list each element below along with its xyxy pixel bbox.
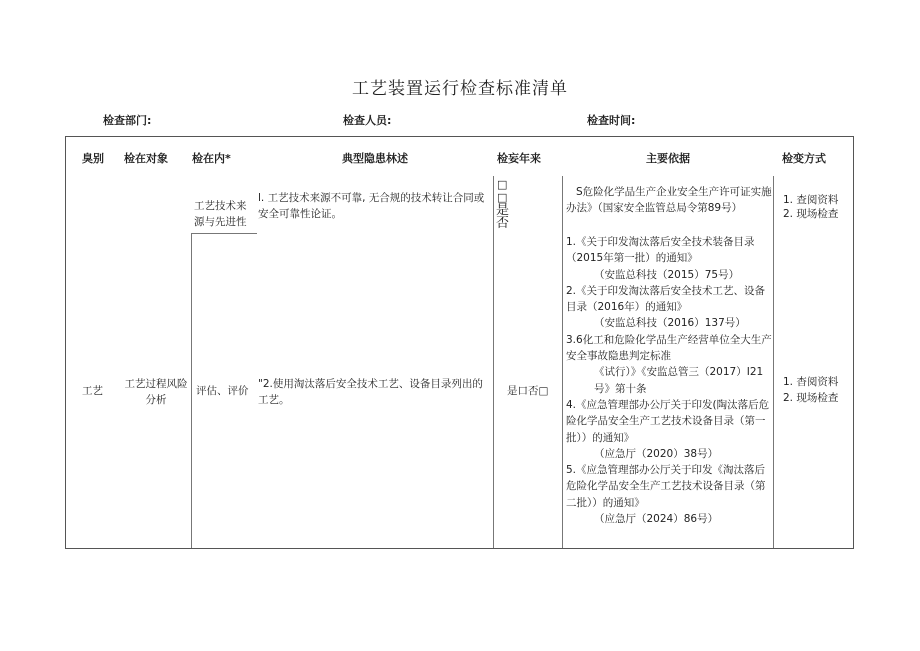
page-title: 工艺装置运行检查标准清单: [352, 79, 568, 99]
sub-row-divider: [191, 233, 257, 234]
basis-item: 3.6化工和危险化学品生产经营单位全大生产安全事故隐患判定标准: [566, 333, 772, 363]
basis-item: （应急厅（2024）86号）: [594, 513, 719, 526]
sub1-content: 工艺技术来源与先进性: [194, 200, 247, 228]
person-label: 检查人员:: [343, 114, 392, 127]
sub2-content: 评估、评价: [196, 385, 249, 397]
row-object: 工艺过程风险分析: [124, 378, 188, 406]
sub1-result-text: 是否: [496, 203, 510, 231]
time-label: 检查时间:: [587, 114, 636, 127]
header-hazard: 典型隐患林述: [342, 152, 408, 165]
sub2-basis: [566, 234, 772, 527]
sub1-method-1: 1. 查阅资料: [783, 194, 839, 206]
col-divider-method: [773, 176, 774, 548]
sub1-method-2: 2. 现场检查: [783, 208, 839, 220]
col-divider-content: [191, 234, 192, 548]
header-result: 检妄年来: [497, 152, 541, 165]
basis-item: 2.《关于印发淘汰落后安全技术工艺、设备目录（2016年）的通知》: [566, 284, 766, 314]
sub2-method-1: 1. 杳阅资料: [783, 376, 839, 388]
row-category: 工艺: [82, 385, 103, 397]
basis-item: 《试行）》《安监总管三（2017）I21号》第十条: [594, 366, 764, 395]
basis-item: 5.《应急管理部办公厅关于印发《淘汰落后危险化学品安全生产工艺技术设备目录（第二批））的通知》: [566, 464, 766, 509]
header-method: 检变方式: [782, 152, 826, 165]
sub2-result[interactable]: 是口否□: [507, 385, 549, 397]
header-category: 臭别: [82, 152, 104, 165]
sub1-result-boxes[interactable]: □ □: [497, 178, 508, 204]
sub2-method-2: 2. 现场检查: [783, 392, 839, 404]
basis-item: （安监总科技（2016）137号）: [594, 317, 746, 330]
header-content: 检在内*: [192, 152, 231, 165]
basis-item: 4.《应急管理部办公厅关于印发(陶汰落后危险化学品安全生产工艺技术设备目录（第一批））的通知》: [566, 398, 770, 444]
col-divider-result: [493, 176, 494, 548]
header-basis: 主要依据: [646, 152, 690, 165]
sub1-basis: S危险化学品生产企业安全生产许可证实施办法》（国家安全监管总局令第89号）: [566, 186, 772, 214]
basis-item: （安监总科技（2015）75号）: [594, 268, 740, 281]
dept-label: 检查部门:: [103, 114, 152, 127]
sub2-hazard: "2.使用淘汰落后安全技术工艺、设备目录列出的工艺。: [258, 378, 483, 406]
basis-item: （应急厅（2020）38号）: [594, 447, 719, 460]
header-object: 检在对象: [124, 152, 168, 165]
col-divider-basis: [562, 176, 563, 548]
sub1-hazard: l. 工艺技术来源不可靠, 无合规的技术转让合同或安全可靠性论证。: [258, 192, 485, 220]
basis-item: 1.《关于印发淘汰落后安全技术装备目录（2015年第一批）的通知》: [566, 236, 755, 265]
